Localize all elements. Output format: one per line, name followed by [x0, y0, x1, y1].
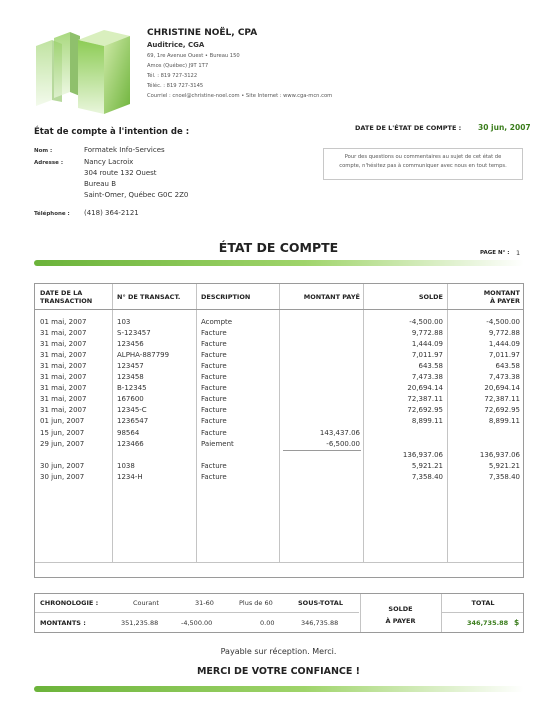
cell-number: 1234-H — [117, 472, 143, 481]
cell-number: 167600 — [117, 395, 144, 404]
cell-description: Facture — [201, 472, 227, 481]
cell-balance: 7,473.38 — [411, 373, 443, 382]
cell-amount-due: 1,444.09 — [488, 340, 520, 349]
statement-date: 30 jun, 2007 — [478, 123, 531, 132]
col-header-amount-due: MONTANT À PAYER — [483, 289, 520, 305]
cell-date: 31 mai, 2007 — [40, 373, 87, 382]
page-label: PAGE N° : — [480, 250, 510, 256]
total-amount: 346,735.88 — [467, 619, 509, 627]
amounts-label: MONTANTS : — [40, 619, 86, 627]
aging-31-60-amount: -4,500.00 — [181, 619, 213, 627]
cell-balance: 72,692.95 — [407, 406, 443, 415]
paid-subtotal-line — [283, 450, 361, 451]
recipient-address-line: 304 route 132 Ouest — [84, 169, 157, 177]
cell-date: 31 mai, 2007 — [40, 362, 87, 371]
cell-number: 98564 — [117, 428, 140, 437]
recipient-address-line: Saint-Omer, Québec G0C 2Z0 — [84, 191, 189, 199]
cell-description: Facture — [201, 384, 227, 393]
col-header-date: DATE DE LA TRANSACTION — [40, 289, 93, 305]
cell-description: Facture — [201, 428, 227, 437]
cell-number: ALPHA-887799 — [117, 351, 170, 360]
cell-date: 31 mai, 2007 — [40, 329, 87, 338]
cell-balance: 20,694.14 — [407, 384, 443, 393]
cell-amount-due: 7,358.40 — [488, 472, 520, 481]
col-header-balance: SOLDE — [418, 293, 443, 301]
address-label: Adresse : — [34, 160, 64, 166]
name-label: Nom : — [34, 148, 53, 154]
cell-date: 30 jun, 2007 — [40, 472, 85, 481]
cell-description: Facture — [201, 373, 227, 382]
cell-number: S-123457 — [117, 329, 151, 338]
cell-balance: 72,387.11 — [407, 395, 443, 404]
col-header-paid: MONTANT PAYÉ — [303, 293, 360, 301]
statement-title: ÉTAT DE COMPTE — [218, 240, 339, 255]
cell-balance: 7,011.97 — [411, 351, 443, 360]
company-name: CHRISTINE NOËL, CPA — [147, 28, 258, 38]
cell-description: Facture — [201, 461, 227, 470]
recipient-address-line: Nancy Lacroix — [84, 158, 134, 166]
contact-note-line: Pour des questions ou commentaires au sujet de cet état de — [344, 154, 502, 160]
cell-balance: 9,772.88 — [411, 329, 443, 338]
cell-number: 123458 — [117, 373, 144, 382]
cell-description: Facture — [201, 417, 227, 426]
subtotal-amount: 346,735.88 — [301, 619, 339, 627]
thanks-message: MERCI DE VOTRE CONFIANCE ! — [196, 666, 361, 677]
cell-paid: 143,437.06 — [319, 428, 360, 437]
col-header-number: N° DE TRANSACT. — [117, 293, 181, 301]
cell-description: Facture — [201, 395, 227, 404]
cell-number: 123456 — [117, 340, 144, 349]
contact-note-line: compte, n'hésitez pas à communiquer avec nous en tout temps. — [339, 163, 507, 169]
cell-amount-due: 7,011.97 — [488, 351, 520, 360]
cell-amount-due: 20,694.14 — [484, 384, 520, 393]
cell-date: 31 mai, 2007 — [40, 384, 87, 393]
cell-date: 15 jun, 2007 — [40, 428, 85, 437]
cell-amount-due: 5,921.21 — [488, 461, 520, 470]
cell-description: Paiement — [201, 439, 234, 448]
cell-amount-due: 7,473.38 — [488, 373, 520, 382]
chronology-label: CHRONOLOGIE : — [40, 599, 99, 607]
cell-number: 1038 — [117, 461, 135, 470]
contact-note — [323, 148, 523, 180]
cell-date: 31 mai, 2007 — [40, 395, 87, 404]
recipient-name: Formatek Info-Services — [84, 146, 165, 154]
cell-balance: 7,358.40 — [411, 472, 443, 481]
cell-description: Facture — [201, 340, 227, 349]
cell-date: 01 jun, 2007 — [40, 417, 85, 426]
company-logo — [34, 22, 134, 114]
transactions-table — [34, 283, 524, 578]
cell-date: 31 mai, 2007 — [40, 340, 87, 349]
total-label: TOTAL — [471, 599, 495, 607]
recipient-heading: État de compte à l'intention de : — [34, 127, 190, 137]
subtotal-label: SOUS-TOTAL — [298, 599, 343, 607]
recipient-address-line: Bureau B — [84, 180, 117, 188]
cell-description: Facture — [201, 329, 227, 338]
cell-date: 31 mai, 2007 — [40, 406, 87, 415]
company-phone: Tél. : 819 727-3122 — [147, 73, 198, 79]
cell-number: B-12345 — [117, 384, 147, 393]
cell-balance: 643.58 — [418, 362, 443, 371]
cell-amount-due: 643.58 — [495, 362, 520, 371]
statement-date-label: DATE DE L'ÉTAT DE COMPTE : — [355, 124, 462, 132]
cell-balance: -4,500.00 — [409, 318, 443, 326]
cell-date: 31 mai, 2007 — [40, 351, 87, 360]
cell-date: 29 jun, 2007 — [40, 439, 85, 448]
aging-over60-amount: 0.00 — [260, 619, 275, 627]
cell-number: 123466 — [117, 439, 144, 448]
aging-over60-label: Plus de 60 — [239, 599, 273, 607]
cell-date: 30 jun, 2007 — [40, 461, 85, 470]
phone-label: Téléphone : — [34, 211, 70, 217]
cell-amount-due: 136,937.06 — [479, 450, 520, 459]
aging-31-60-label: 31-60 — [195, 599, 214, 607]
cell-amount-due: 8,899.11 — [488, 417, 520, 426]
currency-symbol: $ — [514, 618, 520, 627]
recipient-phone: (418) 364-2121 — [84, 209, 139, 217]
balance-due-label: SOLDE À PAYER — [385, 605, 416, 625]
company-address-line2: Amos (Québec) J9T 1T7 — [147, 63, 209, 69]
company-fax: Téléc. : 819 727-3145 — [147, 83, 204, 89]
company-address-line1: 69, 1re Avenue Ouest • Bureau 150 — [147, 53, 240, 59]
cell-amount-due: 72,692.95 — [484, 406, 520, 415]
cell-number: 103 — [117, 318, 131, 326]
payable-note: Payable sur réception. Merci. — [220, 647, 337, 656]
footer-divider — [34, 686, 524, 692]
cell-amount-due: 72,387.11 — [484, 395, 520, 404]
cell-balance: 1,444.09 — [411, 340, 443, 349]
cell-number: 123457 — [117, 362, 144, 371]
title-divider — [34, 260, 524, 266]
cell-amount-due: -4,500.00 — [486, 318, 520, 326]
cell-paid: -6,500.00 — [326, 439, 360, 448]
cell-balance: 5,921.21 — [411, 461, 443, 470]
page-number: 1 — [516, 249, 521, 257]
cell-number: 1236547 — [117, 417, 149, 426]
cell-description: Acompte — [201, 318, 233, 326]
cell-number: 12345-C — [117, 406, 147, 415]
company-contact: Courriel : cnoel@christine-noel.com • Site Internet : www.cga-mcn.com — [147, 93, 333, 99]
cell-description: Facture — [201, 351, 227, 360]
company-title: Auditrice, CGA — [147, 41, 205, 49]
summary-table — [34, 593, 524, 633]
aging-current-amount: 351,235.88 — [121, 619, 159, 627]
col-header-description: DESCRIPTION — [201, 293, 251, 301]
cell-date: 01 mai, 2007 — [40, 318, 87, 326]
cell-description: Facture — [201, 362, 227, 371]
cell-amount-due: 9,772.88 — [488, 329, 520, 338]
cell-description: Facture — [201, 406, 227, 415]
cell-balance: 136,937.06 — [402, 450, 443, 459]
cell-balance: 8,899.11 — [411, 417, 443, 426]
aging-current-label: Courant — [133, 599, 159, 607]
